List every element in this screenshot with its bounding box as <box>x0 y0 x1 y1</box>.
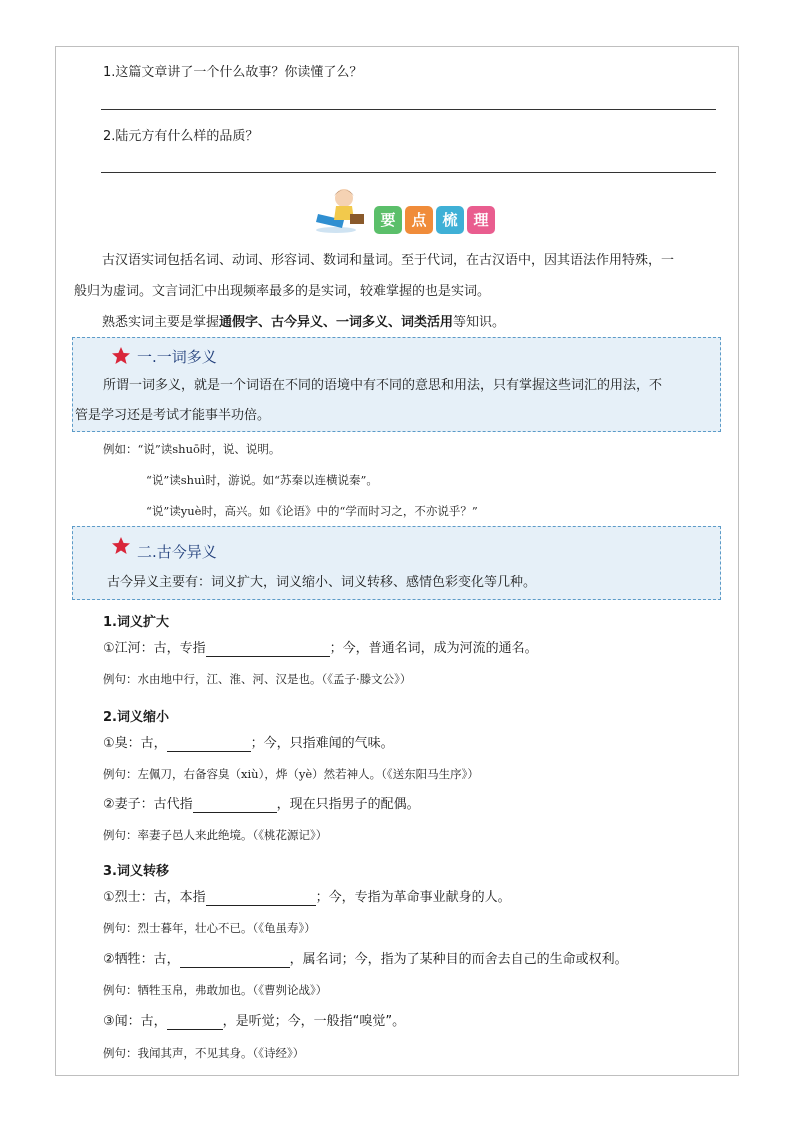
item-text: ②牺牲：古， <box>103 952 180 967</box>
intro-line-3 <box>102 315 505 331</box>
item-text: ③闻：古， <box>103 1014 167 1029</box>
sub-2-item-2 <box>103 797 420 813</box>
item-text: ①烈士：古，本指 <box>103 890 206 905</box>
question-1: 1.这篇文章讲了一个什么故事？你读懂了么？ <box>103 65 363 80</box>
banner-tile-2: 点 <box>405 206 433 234</box>
answer-line-2[interactable] <box>101 172 716 173</box>
item-text: ，是听觉；今，一般指“嗅觉”。 <box>222 1014 406 1029</box>
fill-blank[interactable] <box>193 799 277 813</box>
sub-2-example-1: 例句：左佩刀，右备容臭（xiù），烨（yè）然若神人。（《送东阳马生序》） <box>103 767 479 781</box>
intro-suffix: 等知识。 <box>453 315 506 330</box>
fill-blank[interactable] <box>167 1016 223 1030</box>
item-text: ②妻子：古代指 <box>103 797 193 812</box>
section-1-box <box>72 337 721 432</box>
fill-blank[interactable] <box>180 954 290 968</box>
sub-2-heading: 2.词义缩小 <box>103 710 169 725</box>
sub-3-item-2 <box>103 952 628 968</box>
item-text: ，属名词；今，指为了某种目的而舍去自己的生命或权利。 <box>289 952 628 967</box>
intro-prefix: 熟悉实词主要是掌握 <box>102 315 220 330</box>
sub-1-item-1 <box>103 641 538 657</box>
intro-line-1: 古汉语实词包括名词、动词、形容词、数词和量词。至于代词，在古汉语中，因其语法作用特殊，一 <box>102 253 675 268</box>
section-1-line-1: 所谓一词多义，就是一个词语在不同的语境中有不同的意思和用法，只有掌握这些词汇的用法，不 <box>103 378 663 393</box>
fill-blank[interactable] <box>206 892 316 906</box>
key-points-banner <box>312 188 502 234</box>
student-reading-icon <box>314 184 374 234</box>
section-2-box <box>72 526 721 600</box>
item-text: ，现在只指男子的配偶。 <box>276 797 420 812</box>
question-2: 2.陆元方有什么样的品质？ <box>103 129 259 144</box>
section-1-example-2: “说”读shuì时，游说。如“苏秦以连横说秦”。 <box>146 473 378 487</box>
sub-3-example-3: 例句：我闻其声，不见其身。（《诗经》） <box>103 1046 305 1060</box>
banner-tile-3: 梳 <box>436 206 464 234</box>
answer-line-1[interactable] <box>101 109 716 110</box>
sub-3-item-1 <box>103 890 511 906</box>
section-2-title: 二.古今异义 <box>137 543 217 561</box>
sub-3-example-2: 例句：牺牲玉帛，弗敢加也。（《曹刿论战》） <box>103 983 328 997</box>
item-text: ；今，只指难闻的气味。 <box>250 736 394 751</box>
star-icon <box>111 346 131 366</box>
section-1-example-3: “说”读yuè时，高兴。如《论语》中的“学而时习之，不亦说乎？” <box>146 504 478 518</box>
item-text: ①江河：古，专指 <box>103 641 206 656</box>
sub-3-item-3 <box>103 1014 405 1030</box>
item-text: ①臭：古， <box>103 736 167 751</box>
sub-2-example-2: 例句：率妻子邑人来此绝境。（《桃花源记》） <box>103 828 328 842</box>
intro-bold-terms: 通假字、古今异义、一词多义、词类活用 <box>219 315 454 330</box>
sub-3-heading: 3.词义转移 <box>103 864 169 879</box>
sub-1-example-1: 例句：水由地中行，江、淮、河、汉是也。（《孟子·滕文公》） <box>103 672 412 686</box>
sub-3-example-1: 例句：烈士暮年，壮心不已。（《龟虽寿》） <box>103 921 316 935</box>
fill-blank[interactable] <box>206 643 330 657</box>
section-1-line-2: 管是学习还是考试才能事半功倍。 <box>75 408 271 423</box>
intro-line-2: 般归为虚词。文言词汇中出现频率最多的是实词，较难掌握的也是实词。 <box>74 284 491 299</box>
fill-blank[interactable] <box>167 738 251 752</box>
sub-2-item-1 <box>103 736 394 752</box>
banner-tile-4: 理 <box>467 206 495 234</box>
item-text: ；今，普通名词，成为河流的通名。 <box>329 641 538 656</box>
sub-1-heading: 1.词义扩大 <box>103 615 169 630</box>
item-text: ；今，专指为革命事业献身的人。 <box>315 890 511 905</box>
section-1-example-1: 例如：“说”读shuō时，说、说明。 <box>103 442 281 456</box>
section-2-line-1: 古今异义主要有：词义扩大，词义缩小、词义转移、感情色彩变化等几种。 <box>107 575 537 590</box>
section-1-title: 一.一词多义 <box>137 348 217 366</box>
star-icon <box>111 536 131 556</box>
banner-tile-1: 要 <box>374 206 402 234</box>
